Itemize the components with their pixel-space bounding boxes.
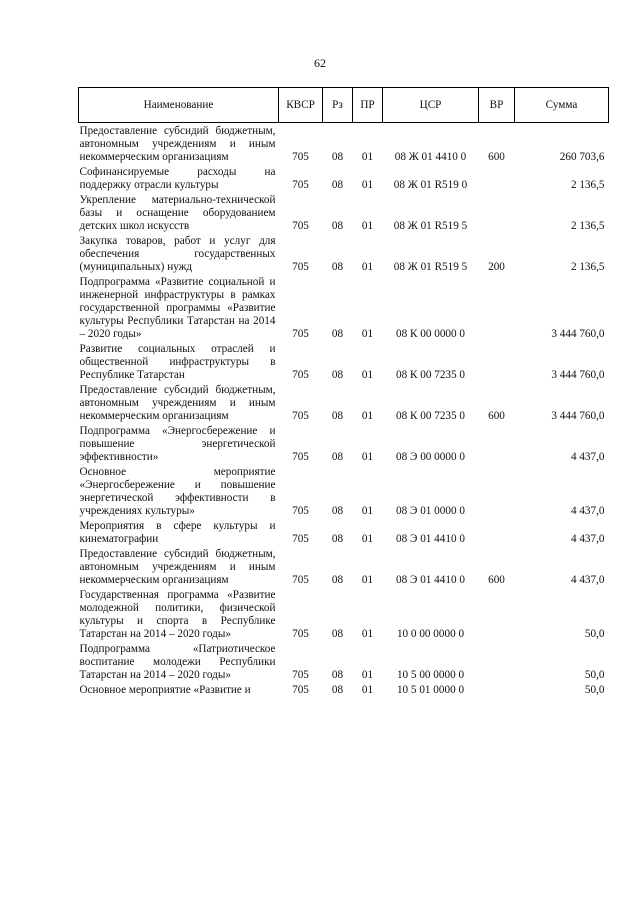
row-csr: 08 Э 01 4410 0 xyxy=(396,574,465,586)
row-rz: 08 xyxy=(331,669,344,681)
row-sum: 2 136,5 xyxy=(570,220,605,232)
row-pr: 01 xyxy=(361,179,374,191)
row-csr: 10 5 01 0000 0 xyxy=(396,684,465,696)
table-row xyxy=(79,164,609,192)
row-vr xyxy=(479,464,515,518)
row-name: Предоставление субсидий бюджетным, автономным учреждениям и иным некоммерческим организациям xyxy=(79,548,276,586)
row-csr: 08 К 00 0000 0 xyxy=(396,328,465,340)
row-name: Государственная программа «Развитие молодежной политики, физической культуры и спорта в Республике Татарстан на 2014 – 2020 годы» xyxy=(79,589,276,640)
row-name: Софинансируемые расходы на поддержку отрасли культуры xyxy=(79,166,276,191)
row-csr: 08 Э 01 0000 0 xyxy=(396,505,465,517)
row-pr: 01 xyxy=(361,669,374,681)
row-vr xyxy=(479,641,515,682)
row-kvsr: 705 xyxy=(292,684,309,696)
row-sum: 2 136,5 xyxy=(570,179,605,191)
row-name: Подпрограмма «Энергосбережение и повышение энергетической эффективности» xyxy=(79,425,276,463)
row-kvsr: 705 xyxy=(292,410,309,422)
table-row xyxy=(79,274,609,341)
row-rz: 08 xyxy=(331,328,344,340)
row-rz: 08 xyxy=(331,261,344,273)
row-csr: 08 К 00 7235 0 xyxy=(396,369,465,381)
row-kvsr: 705 xyxy=(292,574,309,586)
row-pr: 01 xyxy=(361,533,374,545)
header-csr: ЦСР xyxy=(383,88,479,123)
row-csr: 08 Ж 01 R519 0 xyxy=(393,179,468,191)
row-kvsr: 705 xyxy=(292,369,309,381)
header-vr: ВР xyxy=(479,88,515,123)
row-rz: 08 xyxy=(331,628,344,640)
table-row xyxy=(79,341,609,382)
row-pr: 01 xyxy=(361,220,374,232)
row-rz: 08 xyxy=(331,369,344,381)
row-rz: 08 xyxy=(331,684,344,696)
row-rz: 08 xyxy=(331,220,344,232)
row-csr: 08 Ж 01 R519 5 xyxy=(393,220,468,232)
row-name: Основное мероприятие «Энергосбережение и повышение энергетической эффективности в учреждениях культуры» xyxy=(79,466,276,517)
row-name: Подпрограмма «Развитие социальной и инженерной инфраструктуры в рамках государственной программы «Развитие культуры Республики Татарстан на 2014 – 2020 годы» xyxy=(79,276,276,340)
row-kvsr: 705 xyxy=(292,179,309,191)
header-pr: ПР xyxy=(353,88,383,123)
row-rz: 08 xyxy=(331,151,344,163)
row-vr xyxy=(479,341,515,382)
row-name: Укрепление материально-технической базы и оснащение оборудованием детских школ искусств xyxy=(79,194,276,232)
row-vr xyxy=(479,192,515,233)
row-vr xyxy=(479,164,515,192)
row-rz: 08 xyxy=(331,505,344,517)
row-pr: 01 xyxy=(361,369,374,381)
row-sum: 4 437,0 xyxy=(570,505,605,517)
row-rz: 08 xyxy=(331,574,344,586)
row-pr: 01 xyxy=(361,328,374,340)
row-csr: 08 Ж 01 4410 0 xyxy=(394,151,467,163)
table-row xyxy=(79,587,609,641)
table-row xyxy=(79,382,609,423)
row-csr: 08 Э 00 0000 0 xyxy=(396,451,465,463)
table-row xyxy=(79,641,609,682)
row-sum: 4 437,0 xyxy=(570,574,605,586)
row-name: Закупка товаров, работ и услуг для обеспечения государственных (муниципальных) нужд xyxy=(79,235,276,273)
table-header xyxy=(79,88,609,123)
page-number: 62 xyxy=(314,56,326,70)
row-sum: 2 136,5 xyxy=(570,261,605,273)
row-name: Основное мероприятие «Развитие и xyxy=(79,684,251,696)
table-row xyxy=(79,423,609,464)
row-kvsr: 705 xyxy=(292,669,309,681)
row-vr xyxy=(479,274,515,341)
budget-table xyxy=(78,87,609,697)
row-pr: 01 xyxy=(361,451,374,463)
row-kvsr: 705 xyxy=(292,261,309,273)
header-rz: Рз xyxy=(323,88,353,123)
table-row xyxy=(79,464,609,518)
row-sum: 4 437,0 xyxy=(570,533,605,545)
row-vr: 600 xyxy=(488,410,505,422)
table-row xyxy=(79,518,609,546)
table-row xyxy=(79,192,609,233)
row-kvsr: 705 xyxy=(292,328,309,340)
row-sum: 50,0 xyxy=(584,684,605,696)
table-body xyxy=(79,123,609,698)
row-kvsr: 705 xyxy=(292,220,309,232)
row-csr: 10 0 00 0000 0 xyxy=(396,628,465,640)
row-kvsr: 705 xyxy=(292,533,309,545)
row-vr xyxy=(479,423,515,464)
row-kvsr: 705 xyxy=(292,505,309,517)
table-row xyxy=(79,233,609,274)
row-sum: 260 703,6 xyxy=(559,151,605,163)
header-name: Наименование xyxy=(79,88,279,123)
row-csr: 08 Э 01 4410 0 xyxy=(396,533,465,545)
row-csr: 10 5 00 0000 0 xyxy=(396,669,465,681)
row-csr: 08 Ж 01 R519 5 xyxy=(393,261,468,273)
row-pr: 01 xyxy=(361,151,374,163)
row-vr xyxy=(479,682,515,697)
row-rz: 08 xyxy=(331,533,344,545)
row-vr: 600 xyxy=(488,151,505,163)
row-pr: 01 xyxy=(361,410,374,422)
row-name: Мероприятия в сфере культуры и кинематографии xyxy=(79,520,276,545)
row-name: Развитие социальных отраслей и общественной инфраструктуры в Республике Татарстан xyxy=(79,343,276,381)
row-sum: 3 444 760,0 xyxy=(551,328,605,340)
row-name: Предоставление субсидий бюджетным, автономным учреждениям и иным некоммерческим организациям xyxy=(79,125,276,163)
row-pr: 01 xyxy=(361,628,374,640)
row-csr: 08 К 00 7235 0 xyxy=(396,410,465,422)
row-rz: 08 xyxy=(331,410,344,422)
row-sum: 4 437,0 xyxy=(570,451,605,463)
row-sum: 50,0 xyxy=(584,669,605,681)
row-vr: 600 xyxy=(488,574,505,586)
row-kvsr: 705 xyxy=(292,451,309,463)
table-row xyxy=(79,123,609,165)
header-sum: Сумма xyxy=(515,88,609,123)
row-name: Предоставление субсидий бюджетным, автономным учреждениям и иным некоммерческим организациям xyxy=(79,384,276,422)
header-kvsr: КВСР xyxy=(279,88,323,123)
row-pr: 01 xyxy=(361,261,374,273)
row-pr: 01 xyxy=(361,505,374,517)
row-vr xyxy=(479,587,515,641)
row-sum: 50,0 xyxy=(584,628,605,640)
row-sum: 3 444 760,0 xyxy=(551,369,605,381)
row-kvsr: 705 xyxy=(292,628,309,640)
table-row xyxy=(79,546,609,587)
row-rz: 08 xyxy=(331,179,344,191)
row-name: Подпрограмма «Патриотическое воспитание молодежи Республики Татарстан на 2014 – 2020 годы» xyxy=(79,643,276,681)
row-sum: 3 444 760,0 xyxy=(551,410,605,422)
row-kvsr: 705 xyxy=(292,151,309,163)
row-pr: 01 xyxy=(361,684,374,696)
table-row xyxy=(79,682,609,697)
row-vr: 200 xyxy=(488,261,505,273)
row-vr xyxy=(479,518,515,546)
row-pr: 01 xyxy=(361,574,374,586)
row-rz: 08 xyxy=(331,451,344,463)
